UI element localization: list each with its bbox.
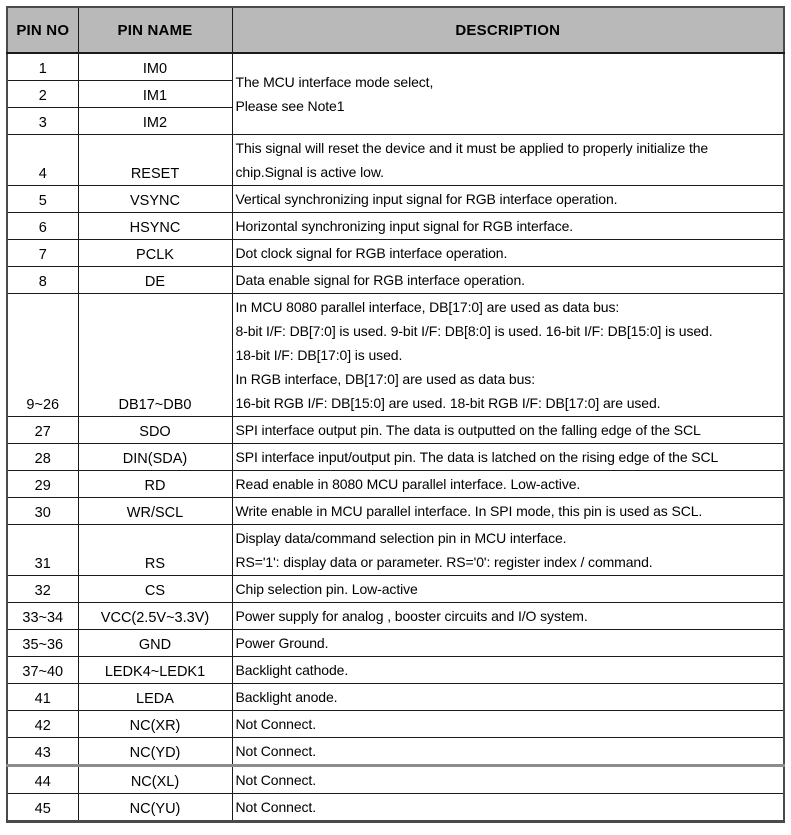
pin-no-cell: 4: [7, 135, 78, 186]
table-row: [7, 471, 784, 498]
pin-table-body: [7, 53, 784, 822]
table-row: [7, 135, 784, 186]
table-row: [7, 498, 784, 525]
table-row: [7, 294, 784, 417]
pin-no-cell: 28: [7, 444, 78, 471]
pin-no-cell: 29: [7, 471, 78, 498]
pin-no-cell: 31: [7, 525, 78, 576]
column-header-description: DESCRIPTION: [232, 7, 784, 53]
pin-no-cell: 27: [7, 417, 78, 444]
description-line: Backlight anode.: [235, 689, 338, 705]
pin-name-cell: LEDK4~LEDK1: [78, 657, 232, 684]
description-line: Not Connect.: [235, 772, 317, 788]
description-cell: [232, 294, 784, 417]
description-cell: [232, 471, 784, 498]
description-line: chip.Signal is active low.: [235, 164, 384, 180]
pin-no-cell: 42: [7, 711, 78, 738]
description-line: Vertical synchronizing input signal for RGB interface operation.: [235, 191, 618, 207]
description-cell: [232, 186, 784, 213]
description-cell: [232, 738, 784, 766]
table-row: [7, 794, 784, 822]
pin-name-cell: RS: [78, 525, 232, 576]
description-line: In RGB interface, DB[17:0] are used as data bus:: [235, 371, 535, 387]
table-row: [7, 630, 784, 657]
pin-name-cell: WR/SCL: [78, 498, 232, 525]
description-line: In MCU 8080 parallel interface, DB[17:0] are used as data bus:: [235, 299, 620, 315]
pin-name-cell: RD: [78, 471, 232, 498]
description-line: Horizontal synchronizing input signal for RGB interface.: [235, 218, 574, 234]
table-row: [7, 738, 784, 766]
description-line: Backlight cathode.: [235, 662, 349, 678]
table-row: [7, 711, 784, 738]
pin-name-cell: NC(XR): [78, 711, 232, 738]
table-row: [7, 766, 784, 794]
pin-no-cell: 32: [7, 576, 78, 603]
description-cell: [232, 213, 784, 240]
pin-no-cell: 30: [7, 498, 78, 525]
description-line: SPI interface input/output pin. The data is latched on the rising edge of the SCL: [235, 449, 719, 465]
pin-name-cell: DE: [78, 267, 232, 294]
description-line: RS='1': display data or parameter. RS='0': register index / command.: [235, 554, 653, 570]
pin-no-cell: 45: [7, 794, 78, 822]
description-cell: [232, 603, 784, 630]
description-line: Power supply for analog , booster circuits and I/O system.: [235, 608, 588, 624]
pin-name-cell: NC(YD): [78, 738, 232, 766]
description-cell: [232, 630, 784, 657]
description-cell: [232, 794, 784, 822]
description-line: This signal will reset the device and it must be applied to properly initialize the: [235, 140, 709, 156]
pin-name-cell: IM2: [78, 108, 232, 135]
pin-name-cell: VCC(2.5V~3.3V): [78, 603, 232, 630]
pin-no-cell: 6: [7, 213, 78, 240]
table-header: [7, 7, 784, 53]
description-cell: [232, 53, 784, 135]
table-row: [7, 186, 784, 213]
pin-name-cell: RESET: [78, 135, 232, 186]
table-row: [7, 684, 784, 711]
pin-no-cell: 3: [7, 108, 78, 135]
description-cell: [232, 576, 784, 603]
description-cell: [232, 525, 784, 576]
description-line: Power Ground.: [235, 635, 329, 651]
pin-name-cell: VSYNC: [78, 186, 232, 213]
pin-no-cell: 8: [7, 267, 78, 294]
pin-description-document: [6, 6, 785, 823]
description-line: Dot clock signal for RGB interface operation.: [235, 245, 508, 261]
table-row: [7, 53, 784, 81]
pin-no-cell: 44: [7, 766, 78, 794]
table-row: [7, 603, 784, 630]
description-cell: [232, 498, 784, 525]
description-cell: [232, 267, 784, 294]
table-row: [7, 576, 784, 603]
description-line: Please see Note1: [235, 98, 345, 114]
description-cell: [232, 240, 784, 267]
description-line: SPI interface output pin. The data is outputted on the falling edge of the SCL: [235, 422, 701, 438]
header-row: [7, 7, 784, 53]
pin-name-cell: LEDA: [78, 684, 232, 711]
pin-name-cell: NC(YU): [78, 794, 232, 822]
pin-name-cell: IM0: [78, 53, 232, 81]
table-row: [7, 525, 784, 576]
pin-no-cell: 35~36: [7, 630, 78, 657]
pin-name-cell: DIN(SDA): [78, 444, 232, 471]
pin-name-cell: DB17~DB0: [78, 294, 232, 417]
pin-name-cell: CS: [78, 576, 232, 603]
description-line: Write enable in MCU parallel interface. In SPI mode, this pin is used as SCL.: [235, 503, 703, 519]
description-line: Display data/command selection pin in MCU interface.: [235, 530, 567, 546]
description-cell: [232, 684, 784, 711]
table-row: [7, 213, 784, 240]
description-cell: [232, 766, 784, 794]
pin-name-cell: HSYNC: [78, 213, 232, 240]
table-row: [7, 444, 784, 471]
pin-no-cell: 33~34: [7, 603, 78, 630]
pin-name-cell: SDO: [78, 417, 232, 444]
pin-no-cell: 1: [7, 53, 78, 81]
table-row: [7, 657, 784, 684]
pin-no-cell: 43: [7, 738, 78, 766]
pin-no-cell: 5: [7, 186, 78, 213]
pin-name-cell: IM1: [78, 81, 232, 108]
description-cell: [232, 657, 784, 684]
description-line: 16-bit RGB I/F: DB[15:0] are used. 18-bit RGB I/F: DB[17:0] are used.: [235, 395, 661, 411]
description-line: 18-bit I/F: DB[17:0] is used.: [235, 347, 403, 363]
description-cell: [232, 711, 784, 738]
description-cell: [232, 135, 784, 186]
pin-no-cell: 7: [7, 240, 78, 267]
pin-name-cell: NC(XL): [78, 766, 232, 794]
pin-description-table: [6, 6, 785, 823]
description-line: Not Connect.: [235, 716, 317, 732]
description-line: The MCU interface mode select,: [235, 74, 434, 90]
table-row: [7, 417, 784, 444]
description-line: Read enable in 8080 MCU parallel interface. Low-active.: [235, 476, 581, 492]
column-header-pin-no: PIN NO: [7, 7, 78, 53]
description-line: 8-bit I/F: DB[7:0] is used. 9-bit I/F: DB[8:0] is used. 16-bit I/F: DB[15:0] is used.: [235, 323, 713, 339]
description-cell: [232, 417, 784, 444]
description-line: Chip selection pin. Low-active: [235, 581, 418, 597]
pin-no-cell: 41: [7, 684, 78, 711]
pin-no-cell: 2: [7, 81, 78, 108]
table-row: [7, 267, 784, 294]
pin-name-cell: PCLK: [78, 240, 232, 267]
table-row: [7, 240, 784, 267]
description-line: Not Connect.: [235, 799, 317, 815]
description-line: Data enable signal for RGB interface operation.: [235, 272, 525, 288]
pin-name-cell: GND: [78, 630, 232, 657]
description-line: Not Connect.: [235, 743, 317, 759]
pin-no-cell: 37~40: [7, 657, 78, 684]
description-cell: [232, 444, 784, 471]
column-header-pin-name: PIN NAME: [78, 7, 232, 53]
pin-no-cell: 9~26: [7, 294, 78, 417]
